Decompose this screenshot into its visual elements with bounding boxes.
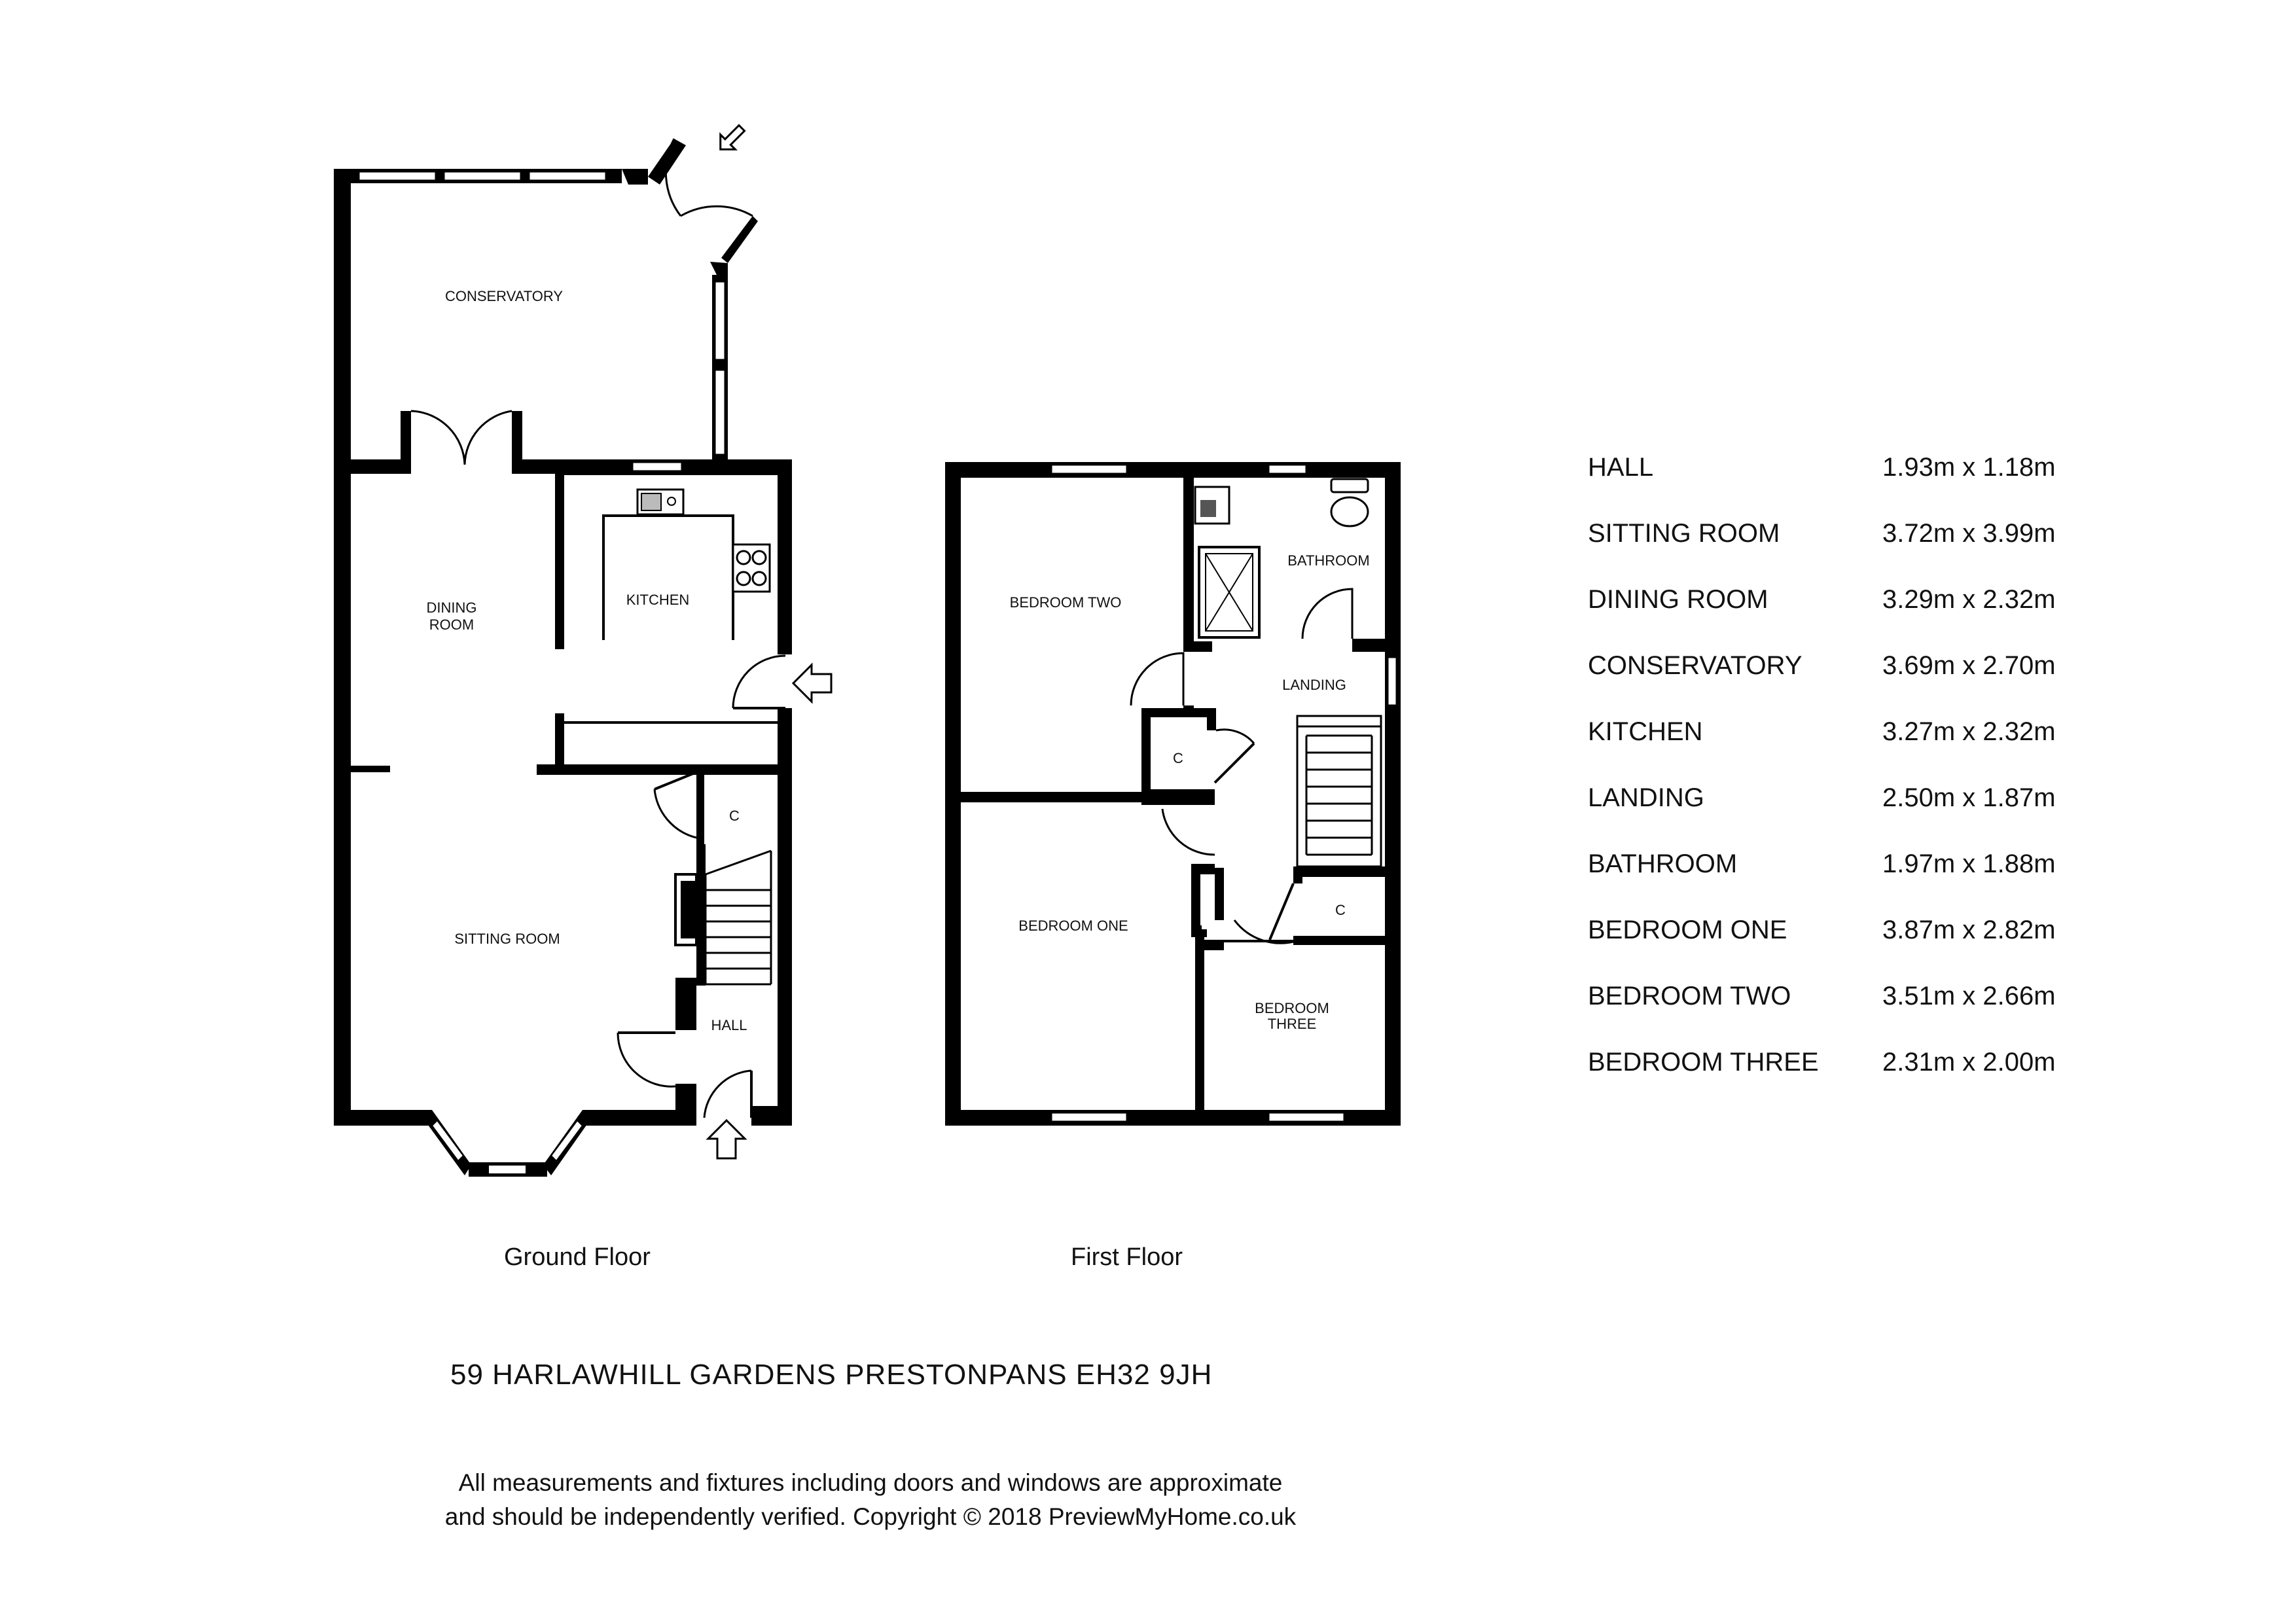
dimension-size: 2.31m x 2.00m xyxy=(1882,1048,2056,1077)
hob-icon xyxy=(733,544,770,592)
dimension-room: SITTING ROOM xyxy=(1588,519,1780,548)
bathroom-south-wall-left xyxy=(1183,641,1212,652)
french-door-jamb xyxy=(401,411,411,474)
first-east-wall xyxy=(1385,462,1401,1126)
dimension-room: CONSERVATORY xyxy=(1588,651,1803,680)
dimension-row xyxy=(1588,651,2079,717)
basin-bowl xyxy=(1200,500,1216,517)
hob-ring xyxy=(737,572,750,585)
stairs xyxy=(1297,716,1381,866)
bedroom-one-east-wall xyxy=(1191,864,1200,936)
dimension-row xyxy=(1588,585,2079,651)
disclaimer-line-1: All measurements and fixtures including doors and windows are approximate xyxy=(458,1469,1283,1496)
door-leaf xyxy=(1270,883,1293,940)
room-label-kitchen: KITCHEN xyxy=(626,592,690,608)
dimension-room: BATHROOM xyxy=(1588,849,1738,878)
sitting-south-wall-left xyxy=(334,1110,432,1126)
room-label-dining-1: DINING xyxy=(426,599,477,616)
dimension-size: 1.93m x 1.18m xyxy=(1882,453,2056,482)
sitting-north-wall-right xyxy=(537,764,792,775)
disclaimer xyxy=(314,1466,1427,1534)
room-label-bathroom: BATHROOM xyxy=(1287,552,1370,569)
dimension-row xyxy=(1588,717,2079,783)
door-swing xyxy=(1131,653,1183,705)
sitting-south-wall-right xyxy=(583,1110,695,1126)
bedroom-three-corner xyxy=(1191,929,1207,937)
conservatory-east-corner xyxy=(710,262,728,275)
hob-ring xyxy=(737,551,750,564)
door-swing xyxy=(465,411,512,465)
room-label-cupboard-first-2: C xyxy=(1335,902,1346,918)
dimension-size: 3.29m x 2.32m xyxy=(1882,585,2056,614)
window xyxy=(715,370,725,455)
room-label-cupboard: C xyxy=(729,808,740,824)
dimension-row xyxy=(1588,849,2079,916)
entry-arrow-icon xyxy=(793,665,831,702)
room-label-cupboard-first: C xyxy=(1173,750,1183,766)
room-label-dining-2: ROOM xyxy=(429,616,475,633)
door-swing xyxy=(1234,920,1296,943)
entry-arrow-icon xyxy=(708,1120,745,1158)
entry-arrow-icon xyxy=(713,120,749,156)
fireplace-hearth xyxy=(681,881,695,938)
sink-bowl xyxy=(641,493,661,510)
room-dimensions-table xyxy=(1588,453,2079,1114)
room-label-bedroom-three-2: THREE xyxy=(1267,1016,1317,1032)
door-swing xyxy=(1302,589,1352,639)
dimension-size: 1.97m x 1.88m xyxy=(1882,849,2056,878)
door-swing xyxy=(704,1071,751,1118)
bedroom-two-south-wall-right xyxy=(1141,789,1215,805)
dimension-row xyxy=(1588,982,2079,1048)
dining-north-wall-right xyxy=(517,459,556,474)
bedroom-three-wall xyxy=(1215,868,1224,920)
conservatory-door-leaf xyxy=(721,216,758,263)
window xyxy=(1268,1113,1344,1122)
window xyxy=(715,281,725,360)
window xyxy=(1051,1113,1127,1122)
dimension-room: KITCHEN xyxy=(1588,717,1703,746)
conservatory-corner xyxy=(622,169,648,185)
dimension-room: BEDROOM TWO xyxy=(1588,982,1791,1010)
first-floor-label: First Floor xyxy=(1071,1243,1183,1271)
hob-ring xyxy=(753,572,766,585)
door-swing xyxy=(681,206,753,216)
cupboard-wall xyxy=(696,772,704,838)
window xyxy=(1388,657,1397,705)
dimension-row xyxy=(1588,453,2079,519)
ground-west-wall xyxy=(334,169,351,1126)
dimension-room: BEDROOM ONE xyxy=(1588,916,1787,944)
cupboard2-north-wall xyxy=(1293,866,1401,877)
bathroom-west-wall xyxy=(1183,462,1194,652)
bedroom-three-north-line xyxy=(1198,940,1401,942)
room-label-bedroom-two: BEDROOM TWO xyxy=(1009,594,1122,611)
kitchen-east-wall xyxy=(778,459,792,654)
property-address: 59 HARLAWHILL GARDENS PRESTONPANS EH32 9JH xyxy=(450,1359,1213,1391)
dimension-size: 2.50m x 1.87m xyxy=(1882,783,2056,812)
window xyxy=(1268,465,1306,474)
bedroom-two-south-wall xyxy=(945,792,1141,802)
door-swing xyxy=(1216,730,1254,743)
dimension-row xyxy=(1588,916,2079,982)
toilet-icon xyxy=(1331,497,1368,526)
dimension-size: 3.51m x 2.66m xyxy=(1882,982,2056,1010)
dimension-size: 3.69m x 2.70m xyxy=(1882,651,2056,680)
dimension-row xyxy=(1588,519,2079,585)
stairs xyxy=(706,851,771,984)
cupboard-wall xyxy=(696,834,704,844)
sink-drain xyxy=(668,497,675,505)
door-swing xyxy=(655,789,696,838)
ground-floor-label: Ground Floor xyxy=(504,1243,651,1271)
kitchen-west-wall xyxy=(555,459,564,649)
window xyxy=(444,171,521,181)
dimension-row xyxy=(1588,783,2079,849)
door-leaf xyxy=(1215,743,1254,783)
room-label-hall: HALL xyxy=(711,1017,747,1033)
door-swing xyxy=(411,411,465,465)
worktop-line xyxy=(555,721,778,724)
dimension-room: BEDROOM THREE xyxy=(1588,1048,1819,1077)
toilet-cistern xyxy=(1331,479,1368,492)
bedroom-three-west-wall xyxy=(1195,933,1204,1126)
dimension-size: 3.87m x 2.82m xyxy=(1882,916,2056,944)
window xyxy=(432,1120,463,1161)
window xyxy=(529,171,606,181)
door-swing xyxy=(1162,809,1215,855)
door-swing xyxy=(618,1033,675,1086)
dimension-room: DINING ROOM xyxy=(1588,585,1768,614)
window xyxy=(1051,465,1127,474)
dimension-row xyxy=(1588,1048,2079,1114)
dimension-size: 3.72m x 3.99m xyxy=(1882,519,2056,548)
kitchen-east-wall-lower xyxy=(778,708,792,774)
dining-north-wall xyxy=(334,459,406,474)
ground-floor-plan xyxy=(334,120,831,1177)
dimension-room: HALL xyxy=(1588,453,1654,482)
stair-wall xyxy=(696,844,706,986)
hob-ring xyxy=(753,551,766,564)
room-label-bedroom-three-1: BEDROOM xyxy=(1255,1000,1329,1016)
dimension-size: 3.27m x 2.32m xyxy=(1882,717,2056,746)
hall-wall xyxy=(675,978,696,1030)
window xyxy=(551,1120,583,1161)
window xyxy=(632,462,682,471)
sitting-north-wall-left xyxy=(334,766,390,772)
ground-east-wall xyxy=(778,764,792,1126)
room-label-bedroom-one: BEDROOM ONE xyxy=(1018,918,1128,934)
room-label-sitting: SITTING ROOM xyxy=(454,931,560,947)
bathroom-south-wall-right xyxy=(1352,639,1401,652)
cupboard-wall xyxy=(1141,708,1151,800)
room-label-conservatory: CONSERVATORY xyxy=(444,288,564,304)
window xyxy=(488,1165,526,1174)
kitchen-worktop xyxy=(603,516,733,640)
cupboard-wall xyxy=(1207,708,1216,730)
dimension-room: LANDING xyxy=(1588,783,1704,812)
disclaimer-line-2: and should be independently verified. Copyright © 2018 PreviewMyHome.co.uk xyxy=(444,1503,1297,1530)
room-label-landing: LANDING xyxy=(1282,677,1346,693)
first-north-wall xyxy=(945,462,1401,478)
cupboard-wall xyxy=(1141,708,1213,717)
front-door-jamb xyxy=(751,1106,778,1126)
cupboard2-west-wall xyxy=(1293,866,1302,883)
window xyxy=(359,171,436,181)
door-swing xyxy=(733,656,785,708)
